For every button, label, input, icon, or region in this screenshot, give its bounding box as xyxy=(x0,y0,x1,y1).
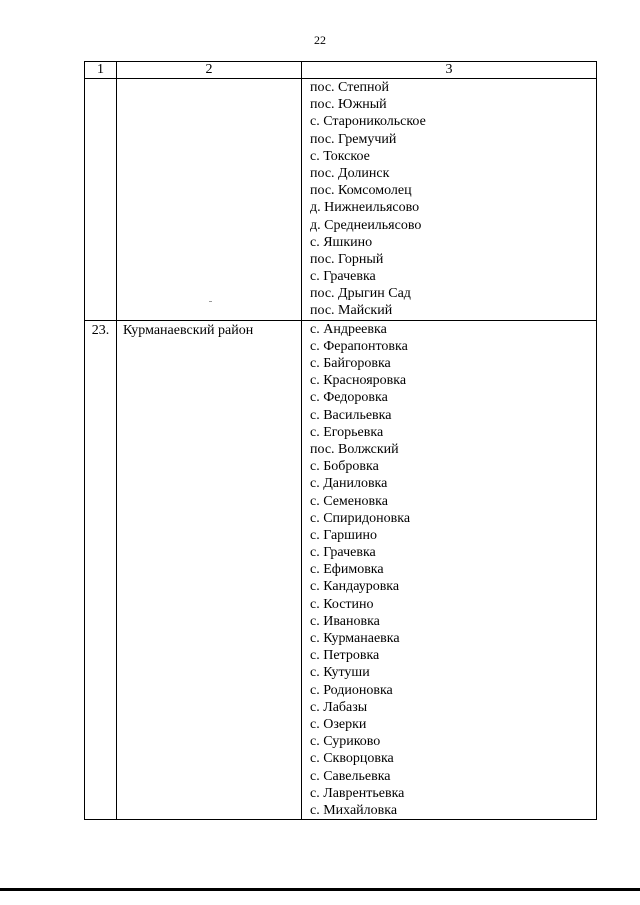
place-item: д. Среднеильясово xyxy=(310,217,422,233)
place-item: с. Староникольское xyxy=(310,114,426,130)
place-item: пос. Южный xyxy=(310,97,387,113)
place-item: с. Михайловка xyxy=(310,802,398,818)
place-item: с. Васильевка xyxy=(310,407,392,423)
place-item: пос. Майский xyxy=(310,303,393,319)
place-item: с. Ивановка xyxy=(310,613,380,629)
table-header-row xyxy=(85,62,597,79)
settlements-table xyxy=(84,61,597,820)
district-places-cell xyxy=(302,320,597,819)
place-item: с. Спиридоновка xyxy=(310,510,411,526)
scan-speck xyxy=(209,301,212,302)
place-item: с. Токское xyxy=(310,148,370,164)
place-item: с. Семеновка xyxy=(310,493,388,509)
place-item: с. Грачевка xyxy=(310,269,376,285)
place-item: с. Кандауровка xyxy=(310,579,400,595)
place-item: пос. Степной xyxy=(310,80,390,95)
continuation-district-cell xyxy=(117,79,302,321)
place-item: с. Костино xyxy=(310,596,374,612)
place-item: с. Савельевка xyxy=(310,768,391,784)
place-item: с. Ферапонтовка xyxy=(310,338,408,354)
place-item: с. Егорьевка xyxy=(310,424,384,440)
place-item: с. Родионовка xyxy=(310,682,393,698)
place-item: с. Лабазы xyxy=(310,699,368,715)
place-item: с. Лаврентьевка xyxy=(310,785,405,801)
continuation-number-cell xyxy=(85,79,117,321)
place-item: с. Андреевка xyxy=(310,321,387,337)
place-item: пос. Гремучий xyxy=(310,131,397,147)
place-item: пос. Дрыгин Сад xyxy=(310,286,411,302)
place-item: пос. Долинск xyxy=(310,165,390,181)
place-item: с. Яшкино xyxy=(310,234,373,250)
page-number: 22 xyxy=(314,33,326,47)
place-item: с. Краснояровка xyxy=(310,373,407,389)
place-item: с. Федоровка xyxy=(310,390,388,406)
place-item: с. Гаршино xyxy=(310,527,377,543)
place-item: д. Нижнеильясово xyxy=(310,200,420,216)
place-item: с. Суриково xyxy=(310,734,381,750)
column-header-2: 2 xyxy=(117,62,302,79)
continuation-places-cell xyxy=(302,79,597,321)
place-item: с. Озерки xyxy=(310,716,367,732)
column-header-1: 1 xyxy=(85,62,117,79)
place-item: с. Бобровка xyxy=(310,459,379,475)
continuation-row xyxy=(85,79,597,321)
place-item: пос. Волжский xyxy=(310,441,399,457)
district-name: Курманаевский район xyxy=(117,320,302,819)
footer-rule xyxy=(0,888,640,891)
column-header-3: 3 xyxy=(302,62,597,79)
place-item: пос. Комсомолец xyxy=(310,183,412,199)
place-item: пос. Горный xyxy=(310,251,384,267)
place-item: с. Байгоровка xyxy=(310,356,391,371)
place-item: с. Даниловка xyxy=(310,476,388,492)
place-item: с. Ефимовка xyxy=(310,562,384,578)
table-row-23 xyxy=(85,320,597,819)
place-item: с. Курманаевка xyxy=(310,631,400,646)
place-item: с. Скворцовка xyxy=(310,751,394,767)
row-number: 23. xyxy=(85,320,117,819)
place-item: с. Кутуши xyxy=(310,665,370,681)
place-item: с. Петровка xyxy=(310,648,380,664)
place-item: с. Грачевка xyxy=(310,545,376,561)
